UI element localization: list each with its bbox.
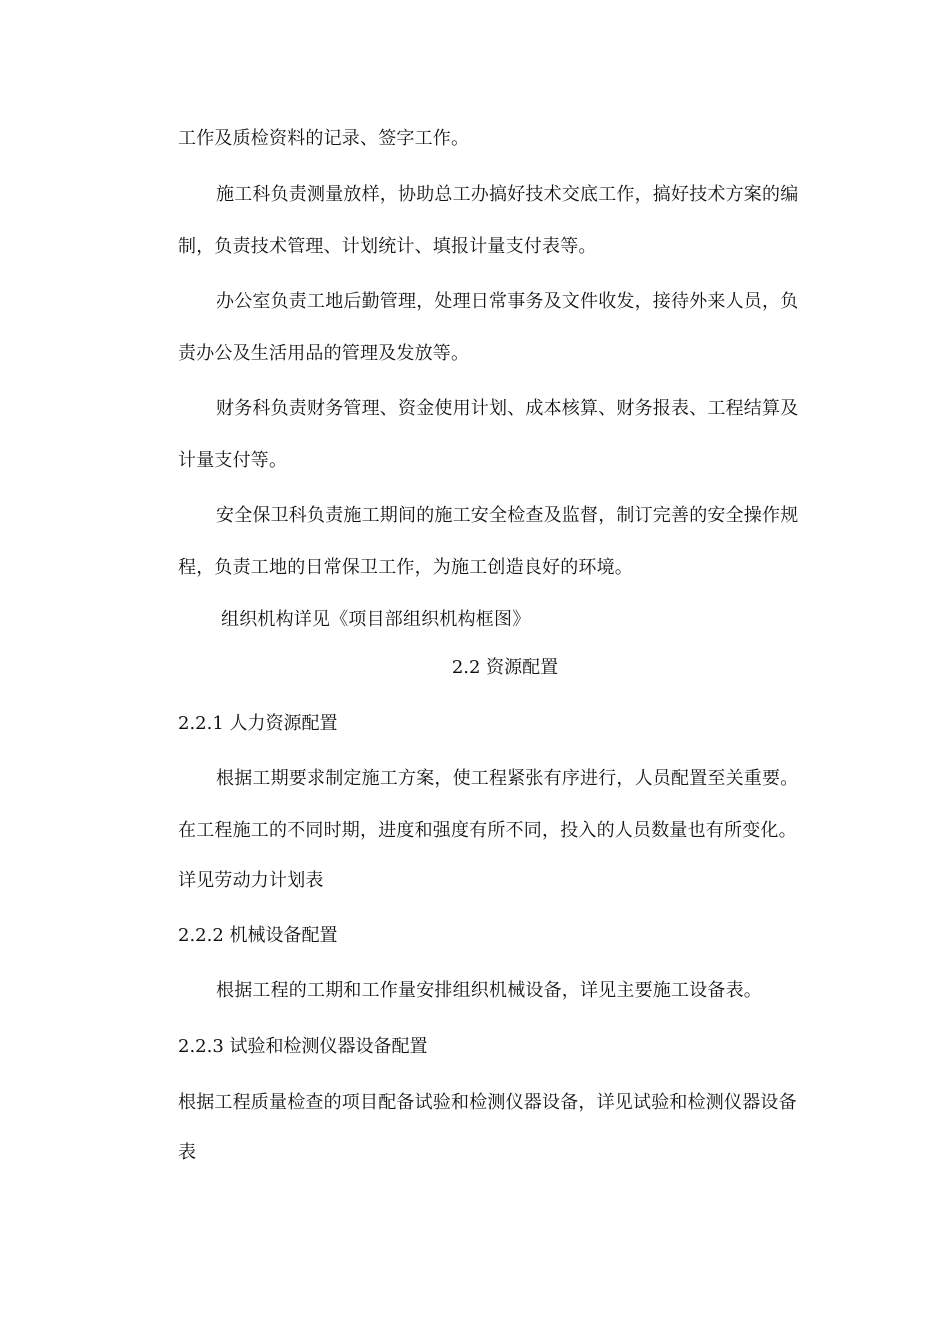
section-heading: 2.2 资源配置 <box>451 657 559 678</box>
text-line: 表 <box>178 1142 197 1163</box>
text-line: 责办公及生活用品的管理及发放等。 <box>178 343 470 364</box>
text-line: 计量支付等。 <box>178 450 288 471</box>
text-line: 施工科负责测量放样，协助总工办搞好技术交底工作，搞好技术方案的编 <box>216 184 799 205</box>
text-line: 程，负责工地的日常保卫工作，为施工创造良好的环境。 <box>178 557 633 578</box>
subsection-heading: 2.2.1 人力资源配置 <box>178 713 338 734</box>
text-line: 根据工程的工期和工作量安排组织机械设备，详见主要施工设备表。 <box>216 980 762 1001</box>
text-line: 办公室负责工地后勤管理，处理日常事务及文件收发，接待外来人员，负 <box>216 291 799 312</box>
text-line: 财务科负责财务管理、资金使用计划、成本核算、财务报表、工程结算及 <box>216 398 799 419</box>
text-line: 制，负责技术管理、计划统计、填报计量支付表等。 <box>178 236 597 257</box>
subsection-heading: 2.2.3 试验和检测仪器设备配置 <box>178 1036 428 1057</box>
subsection-heading: 2.2.2 机械设备配置 <box>178 925 338 946</box>
text-line: 根据工程质量检查的项目配备试验和检测仪器设备，详见试验和检测仪器设备 <box>178 1092 797 1113</box>
text-line: 工作及质检资料的记录、签字工作。 <box>178 128 470 149</box>
text-line: 详见劳动力计划表 <box>178 870 324 891</box>
text-line: 在工程施工的不同时期，进度和强度有所不同，投入的人员数量也有所变化。 <box>178 820 797 841</box>
text-line: 根据工期要求制定施工方案，使工程紧张有序进行，人员配置至关重要。 <box>216 768 799 789</box>
figure-reference: 组织机构详见《项目部组织机构框图》 <box>221 609 531 630</box>
text-line: 安全保卫科负责施工期间的施工安全检查及监督，制订完善的安全操作规 <box>216 505 799 526</box>
